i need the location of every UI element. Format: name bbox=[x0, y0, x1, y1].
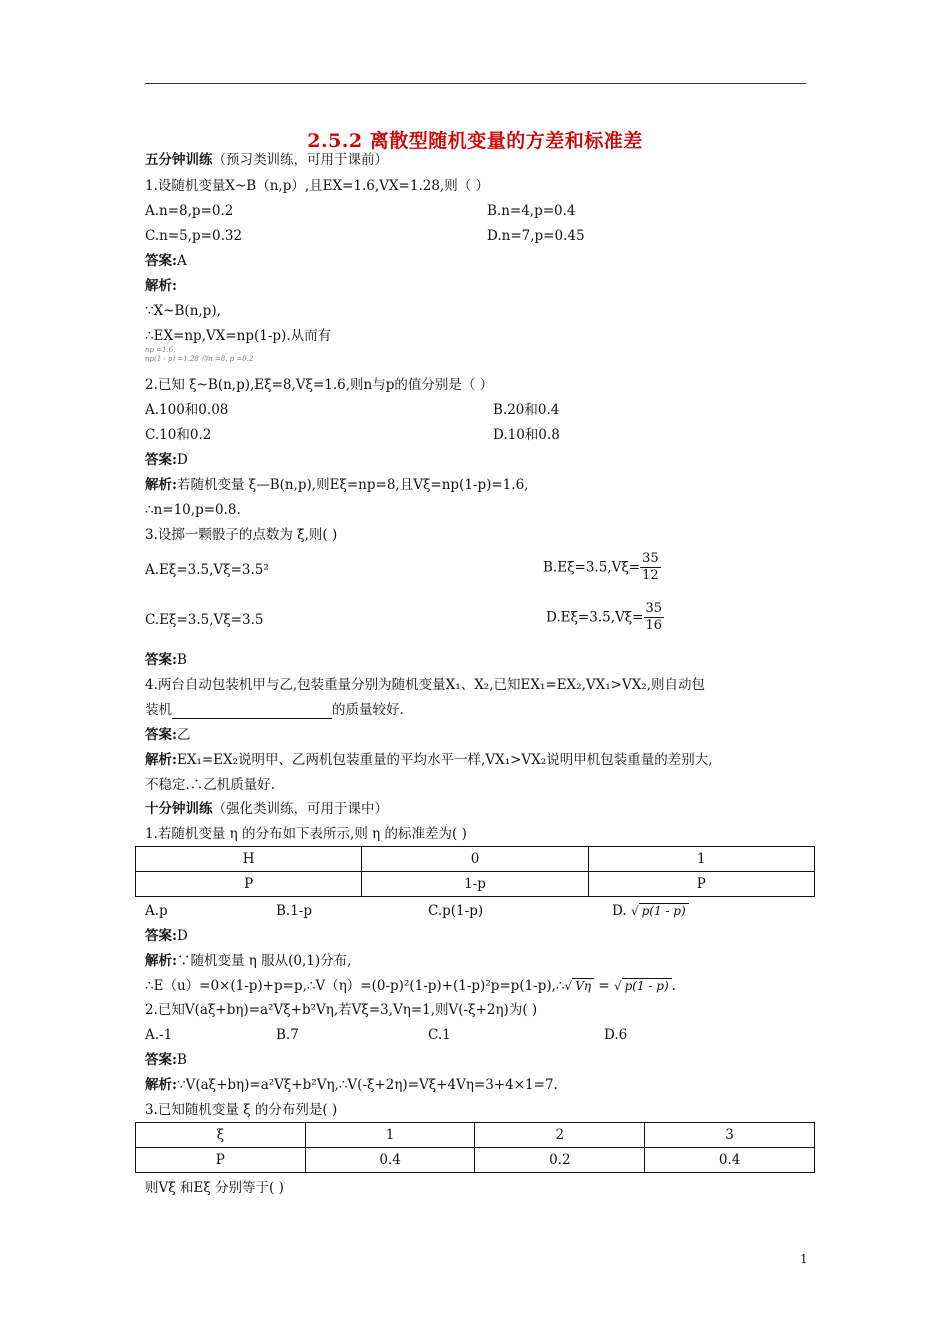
option-b: B.1-p bbox=[276, 903, 313, 919]
system-of-equations bbox=[145, 346, 253, 364]
page-number: 1 bbox=[800, 1252, 808, 1266]
stem-text: 的质量较好. bbox=[332, 702, 404, 718]
answer-line bbox=[145, 1051, 187, 1069]
option-d: D.6 bbox=[604, 1027, 628, 1043]
table-row bbox=[136, 1148, 815, 1173]
option-d bbox=[546, 601, 664, 634]
table-cell: 0.4 bbox=[305, 1148, 475, 1173]
analysis-label: 解析: bbox=[145, 1077, 177, 1093]
table-cell: P bbox=[136, 872, 362, 897]
answer-label: 答案: bbox=[145, 652, 177, 668]
answer-value: 乙 bbox=[176, 727, 191, 743]
answer-value: D bbox=[176, 928, 188, 944]
option-b: B.20和0.4 bbox=[493, 402, 560, 418]
question-stem: 4.两台自动包装机甲与乙,包装重量分别为随机变量X₁、X₂,已知EX₁=EX₂,VX₁>VX₂,则自动包 bbox=[145, 677, 706, 693]
analysis-text: ∵随机变量 η 服从(0,1)分布, bbox=[176, 953, 352, 969]
sqrt-expression: √ p(1 - p) bbox=[631, 902, 689, 920]
option-c: C.n=5,p=0.32 bbox=[145, 228, 243, 244]
table-row bbox=[136, 1123, 815, 1148]
radicand: Vη bbox=[572, 978, 594, 993]
section-subheading: （强化类训练，可用于课中） bbox=[212, 801, 388, 817]
analysis-line bbox=[145, 977, 676, 995]
table-cell: 1 bbox=[305, 1123, 475, 1148]
fill-blank bbox=[172, 704, 332, 719]
radicand: p(1 - p) bbox=[622, 978, 672, 993]
table-cell: 0.4 bbox=[645, 1148, 815, 1173]
sqrt-expression: √ p(1 - p) bbox=[614, 977, 672, 995]
option-a: A.n=8,p=0.2 bbox=[145, 203, 234, 219]
table-cell: 3 bbox=[645, 1123, 815, 1148]
answer-line bbox=[145, 651, 187, 669]
option-c: C.p(1-p) bbox=[428, 903, 484, 919]
section-heading-text: 十分钟训练 bbox=[145, 801, 213, 817]
section-heading bbox=[145, 151, 388, 169]
analysis-line: ∵X~B(n,p), bbox=[145, 303, 221, 319]
option-d: D.10和0.8 bbox=[493, 427, 560, 443]
question-stem: 2.已知 ξ~B(n,p),Eξ=8,Vξ=1.6,则n与p的值分别是（ ） bbox=[145, 377, 494, 393]
table-cell: 2 bbox=[475, 1123, 645, 1148]
equation-line: np =1.6, bbox=[145, 346, 176, 354]
page-title: 2.5.2 离散型随机变量的方差和标准差 bbox=[307, 130, 643, 152]
denominator: 16 bbox=[645, 618, 663, 633]
answer-label: 答案: bbox=[145, 928, 177, 944]
option-d bbox=[612, 902, 689, 920]
option-a: A.p bbox=[145, 903, 168, 919]
analysis-line: ∴n=10,p=0.8. bbox=[145, 502, 241, 518]
distribution-table bbox=[135, 846, 815, 897]
answer-line bbox=[145, 252, 187, 270]
answer-label: 答案: bbox=[145, 1052, 177, 1068]
sqrt-expression: √ Vη bbox=[565, 977, 595, 995]
analysis-text: ∵V(aξ+bη)=a²Vξ+b²Vη,∴V(-ξ+2η)=Vξ+4Vη=3+4×1=7. bbox=[176, 1077, 558, 1093]
answer-line bbox=[145, 451, 188, 469]
answer-line bbox=[145, 927, 188, 945]
answer-label: 答案: bbox=[145, 727, 177, 743]
option-b: B.7 bbox=[276, 1027, 299, 1043]
table-cell: P bbox=[588, 872, 814, 897]
fraction bbox=[640, 551, 661, 584]
equation-part: np(1 - p) =1.28 bbox=[145, 355, 199, 363]
analysis-label: 解析: bbox=[145, 752, 177, 768]
option-a: A.Eξ=3.5,Vξ=3.5² bbox=[145, 562, 269, 578]
question-stem: 1.若随机变量 η 的分布如下表所示,则 η 的标准差为( ) bbox=[145, 826, 467, 842]
question-stem: 3.设掷一颗骰子的点数为 ξ,则( ) bbox=[145, 527, 338, 543]
table-row bbox=[136, 872, 815, 897]
analysis-label: 解析: bbox=[145, 953, 177, 969]
answer-value: A bbox=[176, 253, 187, 269]
option-text: B.Eξ=3.5,Vξ= bbox=[543, 559, 641, 576]
analysis-line: ∴EX=np,VX=np(1-p).从而有 bbox=[145, 328, 332, 344]
option-a: A.100和0.08 bbox=[145, 402, 229, 418]
analysis-text: EX₁=EX₂说明甲、乙两机包装重量的平均水平一样,VX₁>VX₂说明甲机包装重量的差别大, bbox=[176, 752, 713, 768]
radicand: p(1 - p) bbox=[639, 903, 689, 918]
option-c: C.1 bbox=[428, 1027, 451, 1043]
stem-text: 装机 bbox=[145, 702, 172, 718]
option-d: D.n=7,p=0.45 bbox=[487, 228, 585, 244]
answer-label: 答案: bbox=[145, 452, 177, 468]
equation-result: 得n =8, p =0.2 bbox=[201, 355, 254, 363]
table-cell: P bbox=[136, 1148, 306, 1173]
table-cell: Η bbox=[136, 847, 362, 872]
section-subheading: （预习类训练，可用于课前） bbox=[212, 152, 388, 168]
table-cell: 1 bbox=[588, 847, 814, 872]
answer-value: D bbox=[176, 452, 188, 468]
denominator: 12 bbox=[642, 568, 659, 583]
question-stem: 3.已知随机变量 ξ 的分布列是( ) bbox=[145, 1102, 338, 1118]
table-row bbox=[136, 847, 815, 872]
analysis-line bbox=[145, 751, 713, 769]
option-text: D. bbox=[612, 903, 627, 919]
answer-label: 答案: bbox=[145, 253, 177, 269]
table-cell: 1-p bbox=[362, 872, 588, 897]
section-heading bbox=[145, 800, 388, 818]
option-text: D.Eξ=3.5,Vξ= bbox=[546, 609, 644, 626]
header-rule bbox=[145, 83, 806, 84]
equation-line bbox=[145, 355, 253, 364]
analysis-label: 解析: bbox=[145, 477, 177, 493]
analysis-line bbox=[145, 1076, 558, 1094]
equals-sign: = bbox=[598, 978, 610, 994]
analysis-line bbox=[145, 952, 351, 970]
analysis-text: ∴E（u）=0×(1-p)+p=p,∴V（η）=(0-p)²(1-p)+(1-p)²p=p(1-p),∴ bbox=[145, 978, 565, 994]
analysis-text: 若随机变量 ξ—B(n,p),则Eξ=np=8,且Vξ=np(1-p)=1.6, bbox=[176, 477, 529, 493]
option-a: A.-1 bbox=[145, 1027, 173, 1043]
question-stem: 则Vξ 和Eξ 分别等于( ) bbox=[145, 1180, 284, 1196]
analysis-label: 解析: bbox=[145, 278, 177, 294]
option-c: C.Eξ=3.5,Vξ=3.5 bbox=[145, 612, 264, 628]
numerator: 35 bbox=[642, 551, 659, 566]
analysis-line: 不稳定.∴乙机质量好. bbox=[145, 777, 276, 793]
option-b: B.n=4,p=0.4 bbox=[487, 203, 576, 219]
answer-value: B bbox=[176, 652, 187, 668]
option-b bbox=[543, 551, 661, 584]
option-c: C.10和0.2 bbox=[145, 427, 212, 443]
fraction bbox=[644, 601, 665, 634]
table-cell: ξ bbox=[136, 1123, 306, 1148]
numerator: 35 bbox=[645, 601, 663, 616]
answer-value: B bbox=[176, 1052, 187, 1068]
question-stem: 2.已知V(aξ+bη)=a²Vξ+b²Vη,若Vξ=3,Vη=1,则V(-ξ+2η)为( ) bbox=[145, 1002, 538, 1018]
section-heading-text: 五分钟训练 bbox=[145, 152, 213, 168]
analysis-line bbox=[145, 476, 528, 494]
table-cell: 0 bbox=[362, 847, 588, 872]
distribution-table bbox=[135, 1122, 815, 1173]
period: . bbox=[671, 978, 676, 994]
question-stem bbox=[145, 701, 404, 719]
answer-line bbox=[145, 726, 190, 744]
table-cell: 0.2 bbox=[475, 1148, 645, 1173]
question-stem: 1.设随机变量X~B（n,p）,且EX=1.6,VX=1.28,则（ ） bbox=[145, 178, 489, 194]
